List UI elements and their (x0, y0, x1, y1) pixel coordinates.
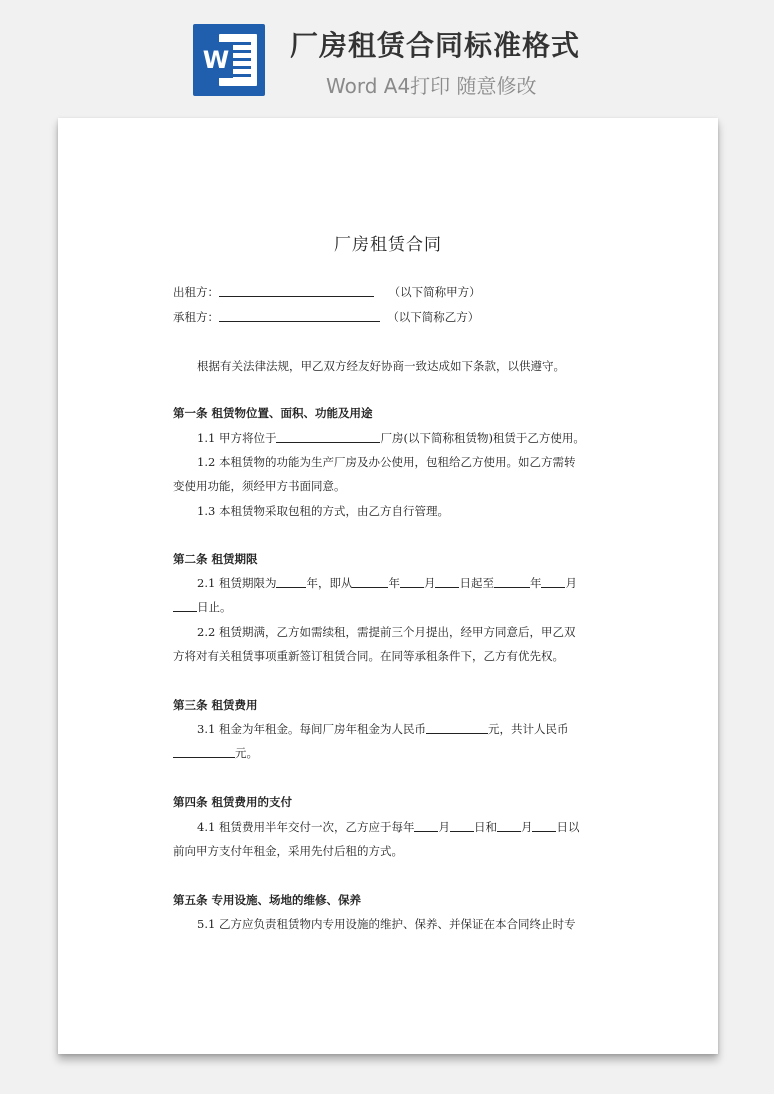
page-subtitle: Word A4打印 随意修改 (326, 74, 537, 98)
clause-1-1 (197, 430, 585, 446)
clause-4-1-text-e: 日以 (556, 820, 580, 834)
lessee-line (173, 309, 479, 325)
lessor-note: （以下简称甲方） (388, 285, 481, 299)
clause-2-1-line-2 (173, 599, 232, 615)
article-3-heading: 第三条 租赁费用 (173, 698, 258, 712)
clause-2-1-text-g: 月 (565, 576, 577, 590)
pay-month-2-blank[interactable] (497, 819, 521, 832)
clause-3-1-text-c: 元。 (235, 746, 258, 760)
pay-day-2-blank[interactable] (532, 819, 556, 832)
document-page (58, 118, 718, 1054)
clause-1-2-line-2: 变使用功能，须经甲方书面同意。 (173, 479, 346, 493)
annual-rent-blank[interactable] (426, 721, 488, 734)
preamble: 根据有关法律法规，甲乙双方经友好协商一致达成如下条款，以供遵守。 (197, 359, 565, 373)
clause-4-1-text-a: 4.1 租赁费用半年交付一次，乙方应于每年 (197, 820, 415, 834)
clause-3-1 (197, 721, 568, 737)
total-rent-blank[interactable] (173, 745, 235, 758)
clause-2-1-text-a: 2.1 租赁期限为 (197, 576, 277, 590)
clause-2-2-line-1: 2.2 租赁期满，乙方如需续租，需提前三个月提出，经甲方同意后，甲乙双 (197, 625, 576, 639)
clause-4-1 (197, 819, 579, 835)
clause-2-2-line-2: 方将对有关租赁事项重新签订租赁合同。在同等承租条件下，乙方有优先权。 (173, 649, 564, 663)
lessor-label: 出租方： (173, 285, 219, 299)
clause-1-1-text-b: 厂房(以下简称租赁物)租赁于乙方使用。 (380, 431, 585, 445)
article-5-heading: 第五条 专用设施、场地的维修、保养 (173, 893, 362, 907)
end-month-blank[interactable] (541, 575, 565, 588)
clause-4-1-text-d: 月 (520, 820, 533, 834)
lessor-line (173, 284, 481, 300)
clause-3-1-text-b: 元，共计人民币 (487, 722, 569, 736)
lessee-label: 承租方： (173, 310, 219, 324)
article-2-heading: 第二条 租赁期限 (173, 552, 258, 566)
clause-4-1-line-2: 前向甲方支付年租金，采用先付后租的方式。 (173, 844, 403, 858)
pay-day-1-blank[interactable] (450, 819, 474, 832)
start-day-blank[interactable] (435, 575, 459, 588)
clause-1-3: 1.3 本租赁物采取包租的方式，由乙方自行管理。 (197, 504, 449, 518)
clause-5-1: 5.1 乙方应负责租赁物内专用设施的维护、保养、并保证在本合同终止时专 (197, 917, 576, 931)
clause-4-1-text-b: 月 (438, 820, 450, 834)
article-1-heading: 第一条 租赁物位置、面积、功能及用途 (173, 406, 373, 420)
end-day-blank[interactable] (173, 599, 197, 612)
watermark (90, 498, 114, 527)
clause-2-1-text-c: 年 (388, 576, 400, 590)
start-month-blank[interactable] (400, 575, 424, 588)
article-4-heading: 第四条 租赁费用的支付 (173, 795, 293, 809)
lessor-blank[interactable] (219, 284, 374, 297)
clause-1-1-text-a: 1.1 甲方将位于 (197, 431, 277, 445)
clause-2-1-text-b: 年，即从 (306, 576, 353, 590)
header-banner (0, 0, 774, 118)
word-icon-letter: W (199, 42, 233, 78)
clause-3-1-text-a: 3.1 租金为年租金。每间厂房年租金为人民币 (197, 722, 426, 736)
lessee-note: （以下简称乙方） (387, 310, 480, 324)
location-blank[interactable] (276, 430, 380, 443)
clause-2-1-text-f: 年 (529, 576, 542, 590)
page-title: 厂房租赁合同标准格式 (290, 29, 581, 62)
clause-1-2-line-1: 1.2 本租赁物的功能为生产厂房及办公使用，包租给乙方使用。如乙方需转 (197, 455, 576, 469)
clause-4-1-text-c: 日和 (473, 820, 497, 834)
term-years-blank[interactable] (276, 575, 306, 588)
clause-2-1-text-h: 日止。 (197, 600, 232, 614)
word-icon (193, 24, 265, 96)
end-year-blank[interactable] (494, 575, 530, 588)
start-year-blank[interactable] (352, 575, 388, 588)
document-title: 厂房租赁合同 (334, 235, 442, 255)
clause-2-1-text-d: 月 (423, 576, 436, 590)
lessee-blank[interactable] (219, 309, 380, 322)
clause-2-1 (197, 575, 577, 591)
clause-2-1-text-e: 日起至 (459, 576, 494, 590)
clause-3-1-line-2 (173, 745, 258, 761)
pay-month-1-blank[interactable] (414, 819, 438, 832)
